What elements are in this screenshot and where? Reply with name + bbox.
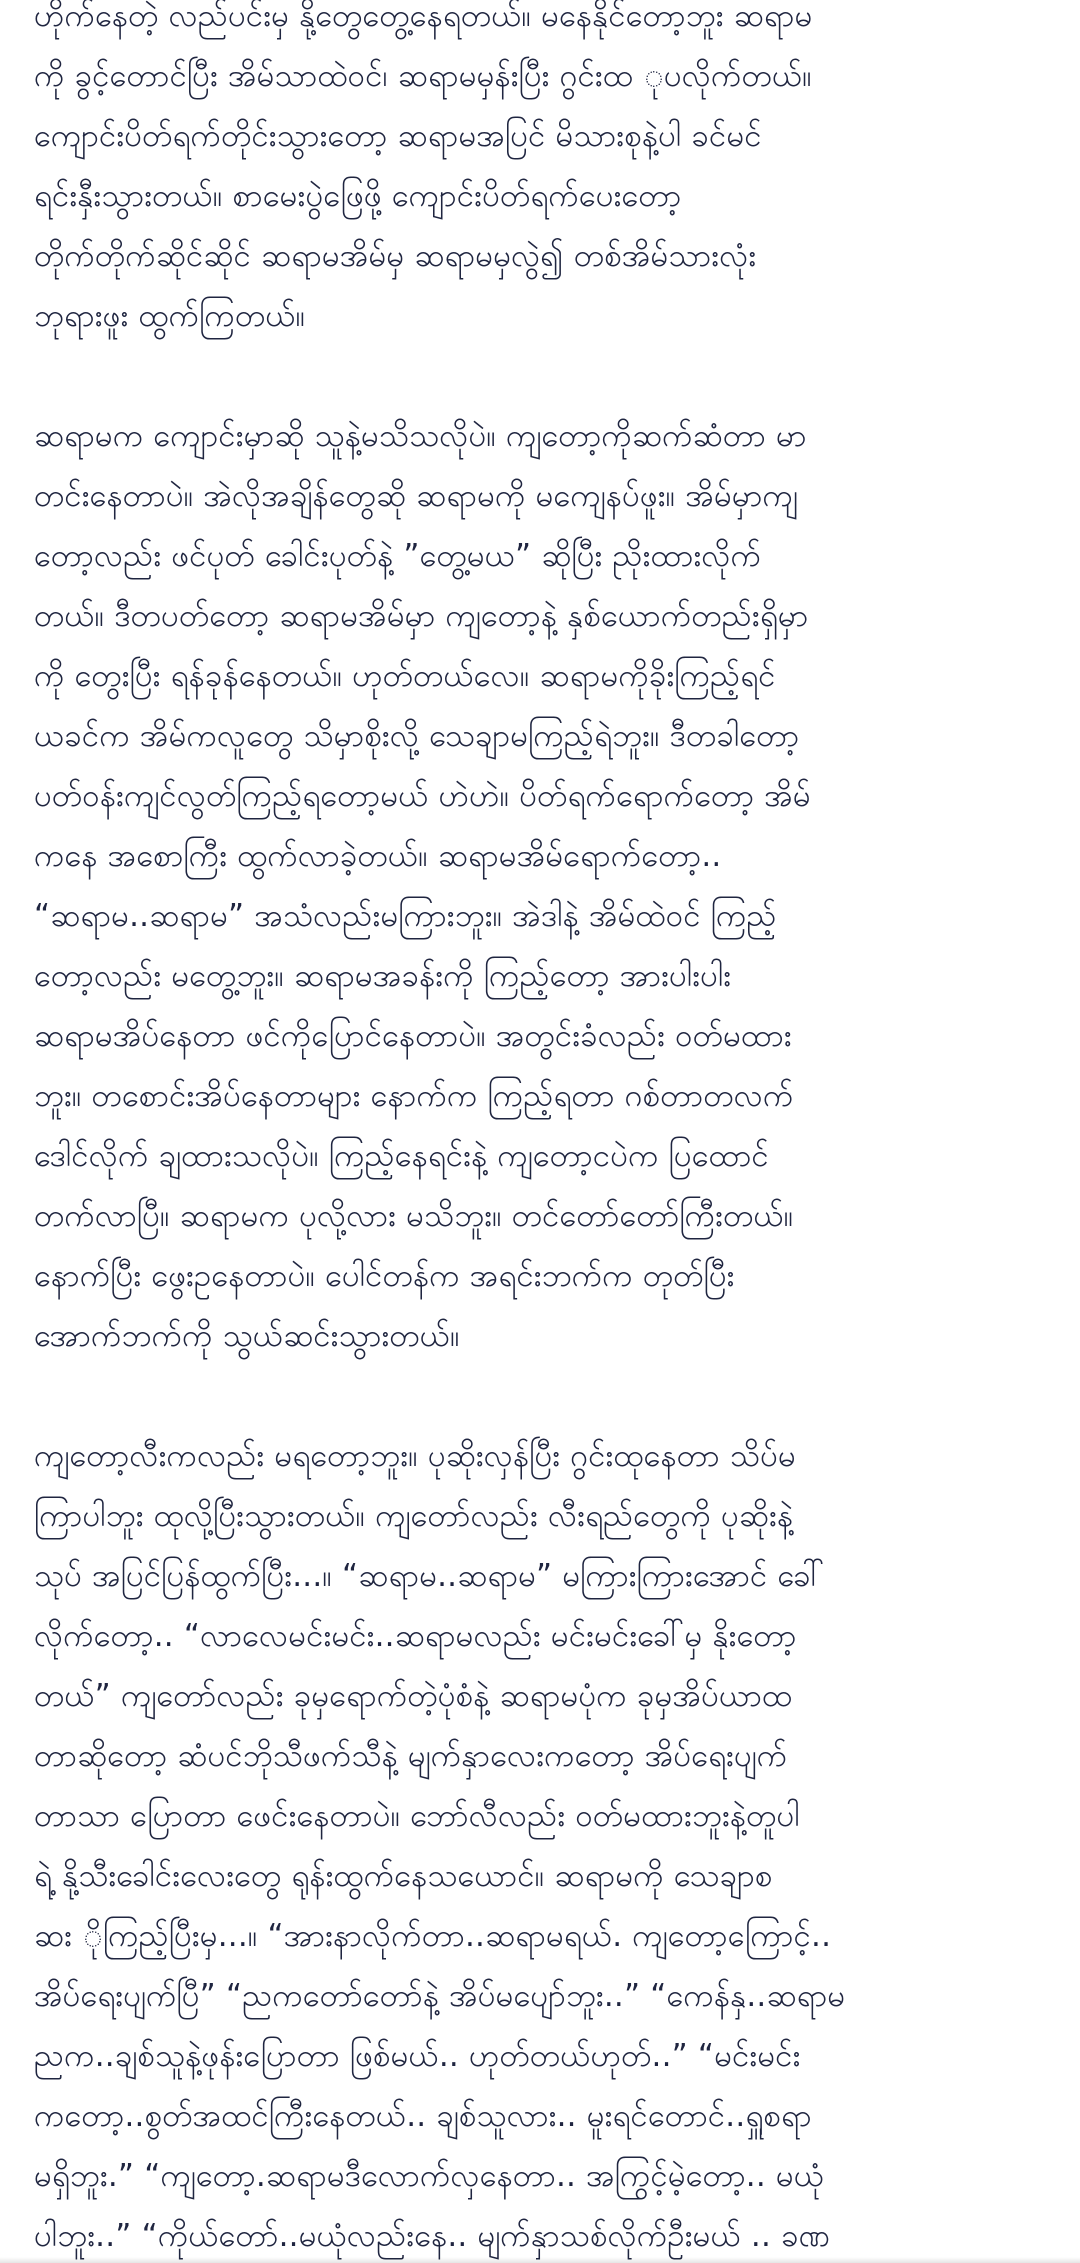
text-line: “ဆရာမ..ဆရာမ” အသံလည်းမကြားဘူး။ အဲဒါနဲ့ အိမ်ထဲဝင် ကြည့် xyxy=(34,898,777,934)
paragraph-2 xyxy=(34,406,1046,1366)
text-line: တာဆိုတော့ ဆံပင်ဘိုသီဖက်သီနဲ့ မျက်နှာလေးကတော့ အိပ်ရေးပျက် xyxy=(34,1738,788,1774)
text-line: ကြာပါဘူး ထုလို့ပြီးသွားတယ်။ ကျတော်လည်း လီးရည်တွေကို ပုဆိုးနဲ့ xyxy=(34,1498,794,1534)
text-line: ဟိုက်နေတဲ့ လည်ပင်းမှ နို့တွေတွေ့နေရတယ်။ မနေနိုင်တော့ဘူး ဆရာမ xyxy=(34,0,813,34)
text-line: ကတော့..စွတ်အထင်ကြီးနေတယ်.. ချစ်သူလား.. မူးရင်တောင်..ရှူစရာ xyxy=(34,2098,812,2134)
text-line: တယ်” ကျတော်လည်း ခုမှရောက်တဲ့ပုံစံနဲ့ ဆရာမပုံက ခုမှအိပ်ယာထ xyxy=(34,1678,793,1714)
text-line: ဘူး။ တစောင်းအိပ်နေတာများ နောက်က ကြည့်ရတာ ဂစ်တာတလက် xyxy=(34,1078,794,1114)
text-line: ဘုရားဖူး ထွက်ကြတယ်။ xyxy=(34,298,306,334)
text-line: ယခင်က အိမ်ကလူတွေ သိမှာစိုးလို့ သေချာမကြည့်ရဲဘူး။ ဒီတခါတော့ xyxy=(34,718,800,754)
text-line: ဆရာမအိပ်နေတာ ဖင်ကိုပြောင်နေတာပဲ။ အတွင်းခံလည်း ဝတ်မထား xyxy=(34,1018,792,1054)
text-line: ကို ခွင့်တောင်ပြီး အိမ်သာထဲဝင်၊ ဆရာမမှန်းပြီး ဂွင်းထ ုပလိုက်တယ်။ xyxy=(34,58,812,94)
text-line: အိပ်ရေးပျက်ပြီ” “ညကတော်တော်နဲ့ အိပ်မပျော်ဘူး..” “ကေန်နှ..ဆရာမ xyxy=(34,1978,846,2014)
text-line: ကနေ အစောကြီး ထွက်လာခဲ့တယ်။ ဆရာမအိမ်ရောက်တော့.. xyxy=(34,838,722,874)
text-line: ကျောင်းပိတ်ရက်တိုင်းသွားတော့ ဆရာမအပြင် မိသားစုနဲ့ပါ ခင်မင် xyxy=(34,118,762,154)
text-line: တက်လာပြီ။ ဆရာမက ပုလို့လား မသိဘူး။ တင်တော်တော်ကြီးတယ်။ xyxy=(34,1198,794,1234)
text-line: အောက်ဘက်ကို သွယ်ဆင်းသွားတယ်။ xyxy=(34,1318,460,1354)
text-line: တယ်။ ဒီတပတ်တော့ ဆရာမအိမ်မှာ ကျတော့နဲ့ နှစ်ယောက်တည်းရှိမှာ xyxy=(34,598,809,634)
page-bottom-edge xyxy=(0,2257,1080,2263)
text-line: ကျတော့လီးကလည်း မရတော့ဘူး။ ပုဆိုးလှန်ပြီး ဂွင်းထုနေတာ သိပ်မ xyxy=(34,1438,796,1474)
text-line: ရင်းနှီးသွားတယ်။ စာမေးပွဲဖြေဖို့ ကျောင်းပိတ်ရက်ပေးတော့ xyxy=(34,178,682,214)
text-line: နောက်ပြီး ဖွေးဥနေတာပဲ။ ပေါင်တန်က အရင်းဘက်က တုတ်ပြီး xyxy=(34,1258,735,1294)
text-line: ညက..ချစ်သူနဲ့ဖုန်းပြောတာ ဖြစ်မယ်.. ဟုတ်တယ်ဟုတ်..” “မင်းမင်း xyxy=(34,2038,801,2074)
text-line: ဆး ိုကြည့်ပြီးမှ...။ “အားနာလိုက်တာ..ဆရာမရယ်. ကျတော့ကြောင့်.. xyxy=(34,1918,832,1954)
text-line: သုပ် အပြင်ပြန်ထွက်ပြီး...။ “ဆရာမ..ဆရာမ” မကြားကြားအောင် ခေါ် xyxy=(34,1558,825,1594)
text-line: လိုက်တော့.. “လာလေမင်းမင်း..ဆရာမလည်း မင်းမင်းခေါ်မှ နိုးတော့ xyxy=(34,1618,797,1654)
text-line: ဆရာမက ကျောင်းမှာဆို သူနဲ့မသိသလိုပဲ။ ကျတော့ကိုဆက်ဆံတာ မာ xyxy=(34,418,807,454)
text-line: ပတ်ဝန်းကျင်လွတ်ကြည့်ရတော့မယ် ဟဲဟဲ။ ပိတ်ရက်ရောက်တော့ အိမ် xyxy=(34,778,811,814)
text-line: ရဲ့ နို့သီးခေါင်းလေးတွေ ရုန်းထွက်နေသယောင်။ ဆရာမကို သေချာစ xyxy=(34,1858,773,1894)
text-line: တာသာ ပြောတာ ဖေင်းနေတာပဲ။ ဘော်လီလည်း ဝတ်မထားဘူးနဲ့တူပါ xyxy=(34,1798,800,1834)
text-line: တော့လည်း ဖင်ပုတ် ခေါင်းပုတ်နဲ့ ”တွေ့မယ” ဆိုပြီး ညိုးထားလိုက် xyxy=(34,538,762,574)
text-line: မရှိဘူး.” “ကျတော့.ဆရာမဒီလောက်လှနေတာ.. အကြွင့်မဲ့တော့.. မယုံ xyxy=(34,2158,825,2194)
text-line: ကို တွေးပြီး ရန်ခုန်နေတယ်။ ဟုတ်တယ်လေ။ ဆရာမကိုခိုးကြည့်ရင် xyxy=(34,658,776,694)
paragraph-3 xyxy=(34,1426,1046,2263)
paragraph-1 xyxy=(34,0,1046,346)
text-line: တိုက်တိုက်ဆိုင်ဆိုင် ဆရာမအိမ်မှ ဆရာမမှလွဲ၍ တစ်အိမ်သားလုံး xyxy=(34,238,757,274)
text-line: ပါဘူး..” “ကိုယ်တော်..မယုံလည်းနေ.. မျက်နှာသစ်လိုက်ဦးမယ် .. ခဏ xyxy=(34,2218,831,2254)
text-line: တင်းနေတာပဲ။ အဲလိုအချိန်တွေဆို ဆရာမကို မကျေနပ်ဖူး။ အိမ်မှာကျ xyxy=(34,478,798,514)
text-line: တော့လည်း မတွေ့ဘူး။ ဆရာမအခန်းကို ကြည့်တော့ အားပါးပါး xyxy=(34,958,732,994)
text-line: ဒေါင်လိုက် ချထားသလိုပဲ။ ကြည့်နေရင်းနဲ့ ကျတော့ငပဲက ပြထောင် xyxy=(34,1138,769,1174)
